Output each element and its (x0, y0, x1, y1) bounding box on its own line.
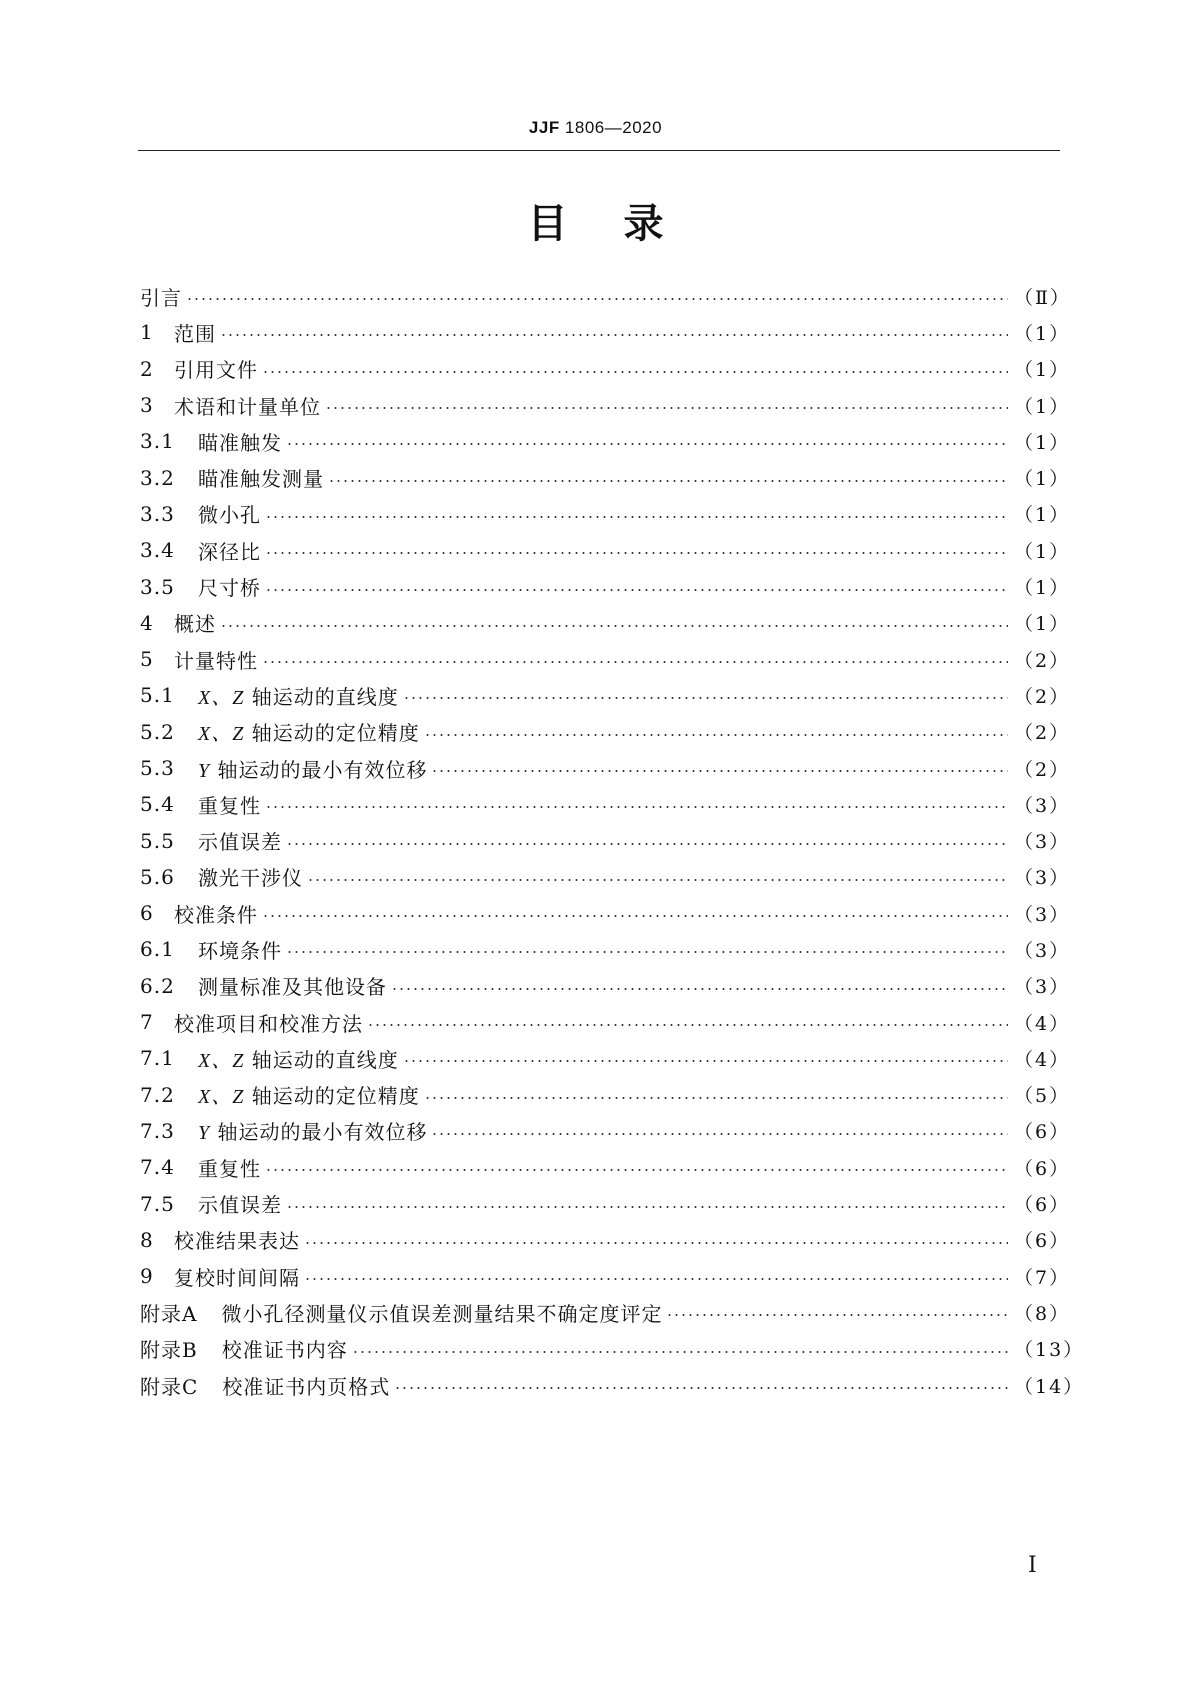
toc-entry[interactable] (140, 387, 1071, 423)
dot-leader (391, 988, 1008, 990)
toc-entry-number: 3.3 (140, 501, 175, 526)
toc-entry[interactable] (140, 605, 1071, 641)
toc-entry-page: （4） (1014, 1048, 1071, 1071)
toc-entry-number: 7 (140, 1010, 154, 1035)
toc-entry-title: 尺寸桥 (198, 576, 261, 601)
toc-entry-title: 轴运动的最小有效位移 (210, 1120, 428, 1145)
dot-leader (424, 1097, 1008, 1099)
toc-entry[interactable] (140, 641, 1071, 677)
toc-entry-page: （Ⅱ） (1014, 286, 1071, 309)
toc-entry-label (140, 282, 182, 311)
toc-entry-page: （5） (1014, 1085, 1071, 1108)
toc-entry[interactable] (140, 786, 1071, 822)
toc-entry-title: 轴运动的最小有效位移 (210, 757, 428, 782)
toc-entry-label (198, 463, 324, 492)
toc-entry-label (174, 354, 258, 383)
toc-entry-page: （2） (1014, 722, 1071, 745)
toc-entry[interactable] (140, 532, 1071, 568)
toc-entry[interactable] (140, 1040, 1071, 1076)
toc-entry-title: 测量标准及其他设备 (198, 975, 387, 1000)
toc-entry-page: （3） (1014, 976, 1071, 999)
toc-entry[interactable] (140, 1222, 1071, 1258)
dot-leader (328, 480, 1008, 482)
toc-entry-label (174, 1225, 300, 1254)
toc-entry-number: 1 (140, 320, 154, 345)
toc-entry-axis: Y (198, 1122, 211, 1145)
toc-entry[interactable] (140, 895, 1071, 931)
toc-entry-title: 微小孔径测量仪示值误差测量结果不确定度评定 (221, 1301, 663, 1326)
toc-entry-number: 附录A (140, 1301, 198, 1326)
toc-entry-number: 7.5 (140, 1191, 175, 1216)
toc-entry-title: 轴运动的直线度 (244, 1047, 399, 1072)
toc-entry-number: 5.2 (140, 719, 175, 744)
dot-leader (666, 1314, 1008, 1316)
dot-leader (186, 298, 1008, 300)
toc-entry-number: 7.3 (140, 1118, 175, 1143)
toc-entry-label (198, 1116, 427, 1145)
dot-leader (286, 951, 1008, 953)
toc-entry-label (174, 645, 258, 674)
toc-entry[interactable] (140, 459, 1071, 495)
dot-leader (307, 879, 1008, 881)
toc-entry-label (198, 826, 282, 855)
toc-entry-label (198, 862, 303, 891)
dot-leader (265, 589, 1008, 591)
toc-entry-number: 2 (140, 356, 154, 381)
dot-leader (325, 407, 1008, 409)
toc-entry-number: 8 (140, 1227, 154, 1252)
dot-leader (262, 371, 1008, 373)
toc-entry-label (198, 499, 261, 528)
toc-entry[interactable] (140, 750, 1071, 786)
toc-entry-label (221, 1298, 662, 1327)
dot-leader (286, 443, 1008, 445)
standard-code-prefix: JJF (528, 118, 560, 137)
toc-entry-page: （1） (1014, 359, 1071, 382)
toc-entry-title: 校准证书内页格式 (222, 1374, 391, 1399)
toc-entry-page: （13） (1014, 1339, 1085, 1362)
toc-entry-title: 轴运动的直线度 (244, 684, 399, 709)
toc-entry-number: 5.4 (140, 792, 175, 817)
toc-entry-number: 6.2 (140, 973, 175, 998)
toc-entry-title: 计量特性 (174, 648, 258, 673)
toc-entry-label (174, 318, 216, 347)
toc-entry-title: 瞄准触发 (198, 430, 282, 455)
dot-leader (304, 1242, 1008, 1244)
toc-entry[interactable] (140, 568, 1071, 604)
toc-entry-number: 附录C (140, 1374, 199, 1399)
dot-leader (265, 552, 1008, 554)
toc-entry-label (198, 427, 282, 456)
toc-entry-number: 5.5 (140, 828, 175, 853)
toc-entry-number: 3.1 (140, 429, 175, 454)
toc-entry-title: 瞄准触发测量 (198, 467, 324, 492)
toc-entry[interactable] (140, 1258, 1071, 1294)
toc-entry[interactable] (140, 1331, 1085, 1367)
toc-entry-page: （3） (1014, 867, 1071, 890)
toc-entry-page: （3） (1014, 831, 1071, 854)
toc-entry-title: 重复性 (198, 793, 261, 818)
toc-entry-number: 附录B (140, 1338, 198, 1363)
toc-entry-label (198, 717, 420, 746)
toc-entry-page: （6） (1014, 1157, 1071, 1180)
toc-entry-number: 6 (140, 901, 154, 926)
toc-entry-number: 3.5 (140, 574, 175, 599)
dot-leader (265, 1169, 1008, 1171)
toc-entry-axis: Y (198, 759, 211, 782)
dot-leader (352, 1351, 1008, 1353)
toc-entry[interactable] (140, 677, 1071, 713)
toc-entry-label (198, 971, 387, 1000)
dot-leader (403, 697, 1008, 699)
dot-leader (262, 915, 1008, 917)
toc-entry-label (198, 681, 399, 710)
toc-entry-title: 校准结果表达 (174, 1229, 300, 1254)
toc-entry-number: 7.2 (140, 1082, 175, 1107)
dot-leader (431, 770, 1008, 772)
toc-entry-page: （1） (1014, 431, 1071, 454)
toc-entry-axis: X、Z (198, 686, 245, 709)
toc-entry-page: （1） (1014, 613, 1071, 636)
toc-entry[interactable] (140, 278, 1071, 314)
toc-entry[interactable] (140, 1149, 1071, 1185)
page-number: Ⅰ (1028, 1552, 1037, 1577)
toc-entry-page: （4） (1014, 1012, 1071, 1035)
toc-entry[interactable] (140, 1294, 1071, 1330)
toc-entry-label (198, 790, 261, 819)
dot-leader (220, 625, 1008, 627)
toc-entry-title: 示值误差 (198, 1193, 282, 1218)
toc-entry-title: 校准条件 (174, 902, 258, 927)
dot-leader (262, 661, 1008, 663)
toc-entry-title: 校准项目和校准方法 (174, 1011, 363, 1036)
page-title: 目录 (527, 201, 720, 247)
header-rule (138, 150, 1060, 151)
toc-entry-page: （1） (1014, 468, 1071, 491)
toc-entry-number: 3 (140, 393, 154, 418)
toc-entry-axis: X、Z (198, 1086, 245, 1109)
toc-entry[interactable] (140, 314, 1071, 350)
dot-leader (431, 1133, 1008, 1135)
dot-leader (424, 734, 1008, 736)
dot-leader (394, 1387, 1008, 1389)
toc-entry-page: （1） (1014, 395, 1071, 418)
toc-entry-page: （6） (1014, 1121, 1071, 1144)
toc-entry[interactable] (140, 968, 1071, 1004)
dot-leader (220, 334, 1008, 336)
toc-entry-label (198, 1189, 282, 1218)
toc-entry-page: （1） (1014, 540, 1071, 563)
toc-entry[interactable] (140, 714, 1071, 750)
toc-entry-label (198, 536, 261, 565)
toc-entry-label (198, 1044, 399, 1073)
toc-entry-page: （6） (1014, 1230, 1071, 1253)
toc-entry-page: （8） (1014, 1302, 1071, 1325)
toc-entry[interactable] (140, 1367, 1085, 1403)
toc-entry-title: 引言 (140, 285, 182, 310)
toc-entry-label (174, 899, 258, 928)
standard-code-number: 1806—2020 (559, 118, 663, 137)
toc-entry[interactable] (140, 931, 1071, 967)
toc-entry-number: 3.4 (140, 538, 175, 563)
toc-entry[interactable] (140, 351, 1071, 387)
toc-entry-label (198, 572, 261, 601)
standard-code (0, 118, 1191, 138)
toc-entry-number: 9 (140, 1264, 154, 1289)
toc-entry-page: （1） (1014, 504, 1071, 527)
toc-entry-title: 范围 (174, 321, 216, 346)
toc-entry-title: 示值误差 (198, 830, 282, 855)
toc-entry-page: （2） (1014, 685, 1071, 708)
toc-entry-number: 5.1 (140, 683, 175, 708)
toc-entry[interactable] (140, 496, 1071, 532)
toc-entry-page: （1） (1014, 577, 1071, 600)
toc-entry-label (198, 1153, 261, 1182)
dot-leader (304, 1278, 1008, 1280)
table-of-contents (140, 278, 1085, 1403)
toc-entry-title: 轴运动的定位精度 (244, 1084, 420, 1109)
toc-entry-title: 深径比 (198, 539, 261, 564)
toc-entry-label (222, 1371, 390, 1400)
toc-entry-number: 6.1 (140, 937, 175, 962)
toc-entry-title: 概述 (174, 612, 216, 637)
toc-entry[interactable] (140, 1077, 1071, 1113)
toc-entry-title: 激光干涉仪 (198, 866, 303, 891)
toc-entry-page: （6） (1014, 1194, 1071, 1217)
toc-entry-title: 重复性 (198, 1156, 261, 1181)
toc-entry-page: （3） (1014, 903, 1071, 926)
toc-entry-title: 轴运动的定位精度 (244, 721, 420, 746)
dot-leader (265, 806, 1008, 808)
toc-entry[interactable] (140, 1185, 1071, 1221)
toc-entry-number: 5 (140, 647, 154, 672)
toc-entry-number: 4 (140, 610, 154, 635)
toc-entry-label (174, 1262, 300, 1291)
dot-leader (286, 843, 1008, 845)
toc-entry-title: 环境条件 (198, 938, 282, 963)
toc-entry-label (198, 754, 427, 783)
toc-entry[interactable] (140, 1004, 1071, 1040)
dot-leader (265, 516, 1008, 518)
dot-leader (367, 1024, 1008, 1026)
toc-entry-page: （3） (1014, 794, 1071, 817)
toc-entry[interactable] (140, 423, 1071, 459)
toc-entry-page: （3） (1014, 939, 1071, 962)
toc-entry-label (174, 608, 216, 637)
toc-entry-title: 校准证书内容 (221, 1338, 348, 1363)
toc-entry-page: （2） (1014, 649, 1071, 672)
toc-entry-page: （1） (1014, 322, 1071, 345)
toc-entry[interactable] (140, 1113, 1071, 1149)
toc-entry-label (198, 935, 282, 964)
toc-entry-label (174, 1008, 363, 1037)
toc-entry-title: 复校时间间隔 (174, 1265, 300, 1290)
toc-entry-number: 7.1 (140, 1046, 175, 1071)
toc-entry[interactable] (140, 822, 1071, 858)
toc-entry-number: 5.6 (140, 864, 175, 889)
toc-entry-number: 5.3 (140, 756, 175, 780)
toc-entry-number: 3.2 (140, 465, 175, 490)
toc-entry-title: 术语和计量单位 (174, 394, 321, 419)
toc-entry-title: 微小孔 (198, 503, 261, 528)
toc-entry-page: （14） (1014, 1375, 1085, 1398)
toc-entry-label (198, 1080, 420, 1109)
toc-entry-axis: X、Z (198, 1049, 245, 1072)
toc-entry-title: 引用文件 (174, 358, 258, 383)
toc-entry[interactable] (140, 859, 1071, 895)
toc-entry-number: 7.4 (140, 1155, 175, 1180)
toc-entry-axis: X、Z (198, 723, 245, 746)
toc-entry-page: （7） (1014, 1266, 1071, 1289)
toc-entry-label (222, 1334, 348, 1363)
dot-leader (403, 1060, 1008, 1062)
toc-entry-label (174, 391, 321, 420)
dot-leader (286, 1206, 1008, 1208)
toc-entry-page: （2） (1014, 758, 1071, 781)
